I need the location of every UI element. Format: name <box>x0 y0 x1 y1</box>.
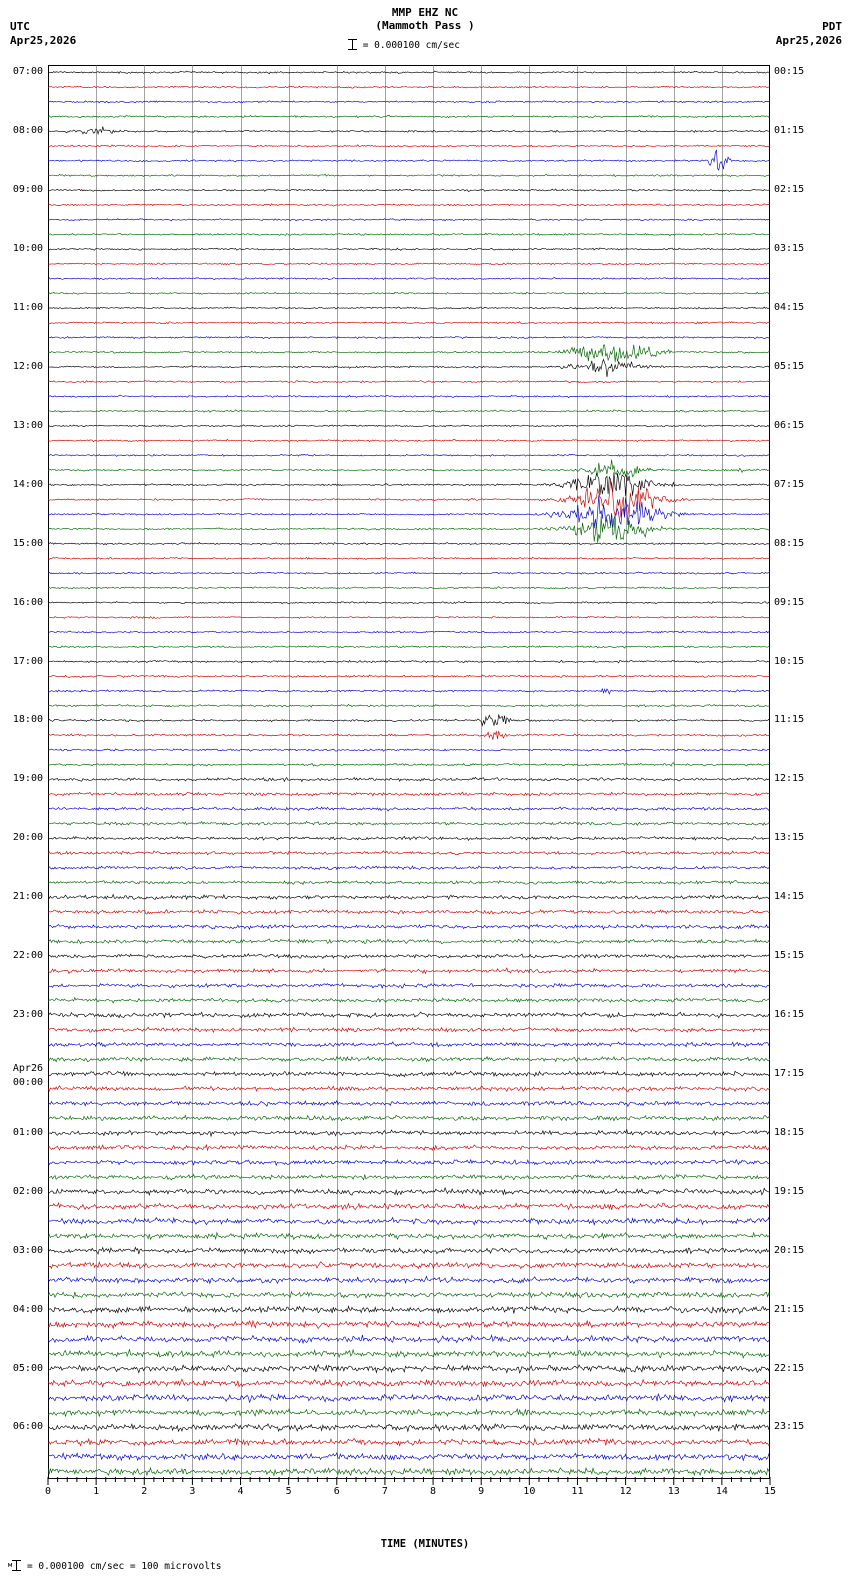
footer-scale-text: = 0.000100 cm/sec = 100 microvolts <box>26 1561 222 1572</box>
left-time-label: Apr26 <box>12 1062 43 1074</box>
footer-scale-bar-icon <box>12 1560 21 1571</box>
left-time-label: 12:00 <box>12 360 43 372</box>
left-time-label: 17:00 <box>12 655 43 667</box>
x-axis-title: TIME (MINUTES) <box>380 1538 470 1550</box>
left-time-label: 06:00 <box>12 1421 43 1433</box>
left-time-label: 03:00 <box>12 1244 43 1256</box>
station-code: MMP EHZ NC <box>391 6 459 19</box>
x-tick-label: 1 <box>93 1486 100 1497</box>
helicorder-plot <box>48 65 770 1479</box>
left-time-label: 01:00 <box>12 1126 43 1138</box>
right-time-axis <box>772 65 850 1479</box>
chart-title <box>0 6 850 32</box>
right-time-label: 19:15 <box>774 1185 805 1197</box>
left-timezone-header <box>10 20 76 48</box>
x-tick-label: 12 <box>619 1486 632 1497</box>
left-time-label: 18:00 <box>12 714 43 726</box>
right-time-label: 23:15 <box>774 1421 805 1433</box>
right-time-label: 15:15 <box>774 950 805 962</box>
right-date-label: Apr25,2026 <box>775 34 842 47</box>
left-time-label: 09:00 <box>12 184 43 196</box>
x-tick-label: 10 <box>523 1486 536 1497</box>
footer-scale <box>8 1560 221 1572</box>
x-tick-label: 5 <box>285 1486 292 1497</box>
right-time-label: 14:15 <box>774 891 805 903</box>
x-tick-label: 3 <box>189 1486 196 1497</box>
right-time-label: 18:15 <box>774 1126 805 1138</box>
left-time-label: 05:00 <box>12 1362 43 1374</box>
right-time-label: 13:15 <box>774 832 805 844</box>
right-time-label: 10:15 <box>774 655 805 667</box>
left-time-label: 20:00 <box>12 832 43 844</box>
left-time-label: 21:00 <box>12 891 43 903</box>
right-time-label: 08:15 <box>774 537 805 549</box>
right-time-label: 04:15 <box>774 302 805 314</box>
x-tick-label: 11 <box>571 1486 584 1497</box>
right-time-label: 00:15 <box>774 66 805 78</box>
x-tick-label: 15 <box>763 1486 777 1497</box>
right-time-label: 16:15 <box>774 1009 805 1021</box>
left-time-label: 04:00 <box>12 1303 43 1315</box>
left-time-label: 11:00 <box>12 302 43 314</box>
x-tick-label: 14 <box>715 1486 728 1497</box>
left-time-label: 15:00 <box>12 537 43 549</box>
left-timezone-label: UTC <box>10 20 30 33</box>
right-time-label: 06:15 <box>774 419 805 431</box>
right-time-label: 05:15 <box>774 360 805 372</box>
left-time-label: 07:00 <box>12 66 43 78</box>
x-tick-label: 6 <box>333 1486 340 1497</box>
left-time-label: 10:00 <box>12 243 43 255</box>
left-time-axis <box>0 65 46 1479</box>
scale-indicator <box>348 39 460 51</box>
right-time-label: 22:15 <box>774 1362 805 1374</box>
right-time-label: 11:15 <box>774 714 805 726</box>
left-time-label: 08:00 <box>12 125 43 137</box>
left-time-label: 13:00 <box>12 419 43 431</box>
right-time-label: 02:15 <box>774 184 805 196</box>
x-tick-label: 8 <box>430 1486 437 1497</box>
right-time-label: 09:15 <box>774 596 805 608</box>
station-name: (Mammoth Pass ) <box>375 19 475 32</box>
right-time-label: 21:15 <box>774 1303 805 1315</box>
right-timezone-header <box>776 20 842 48</box>
left-time-label: 00:00 <box>12 1076 43 1088</box>
scale-text: = 0.000100 cm/sec <box>362 40 460 51</box>
right-timezone-label: PDT <box>822 20 842 33</box>
scale-bar-icon <box>348 39 357 50</box>
left-time-label: 14:00 <box>12 478 43 490</box>
x-tick-label: 9 <box>478 1486 485 1497</box>
right-time-label: 01:15 <box>774 125 805 137</box>
left-time-label: 22:00 <box>12 950 43 962</box>
x-tick-label: 2 <box>141 1486 148 1497</box>
x-tick-label: 7 <box>381 1486 388 1497</box>
right-time-label: 12:15 <box>774 773 805 785</box>
x-tick-label: 13 <box>667 1486 680 1497</box>
right-time-label: 03:15 <box>774 243 805 255</box>
left-time-label: 16:00 <box>12 596 43 608</box>
footer-prefix: м <box>8 1561 13 1569</box>
left-date-label: Apr25,2026 <box>10 34 77 47</box>
x-axis-tick-labels <box>0 1486 850 1500</box>
right-time-label: 07:15 <box>774 478 805 490</box>
x-tick-label: 4 <box>237 1486 244 1497</box>
left-time-label: 23:00 <box>12 1009 43 1021</box>
right-time-label: 17:15 <box>774 1067 805 1079</box>
right-time-label: 20:15 <box>774 1244 805 1256</box>
x-tick-label: 0 <box>44 1486 52 1497</box>
left-time-label: 19:00 <box>12 773 43 785</box>
left-time-label: 02:00 <box>12 1185 43 1197</box>
